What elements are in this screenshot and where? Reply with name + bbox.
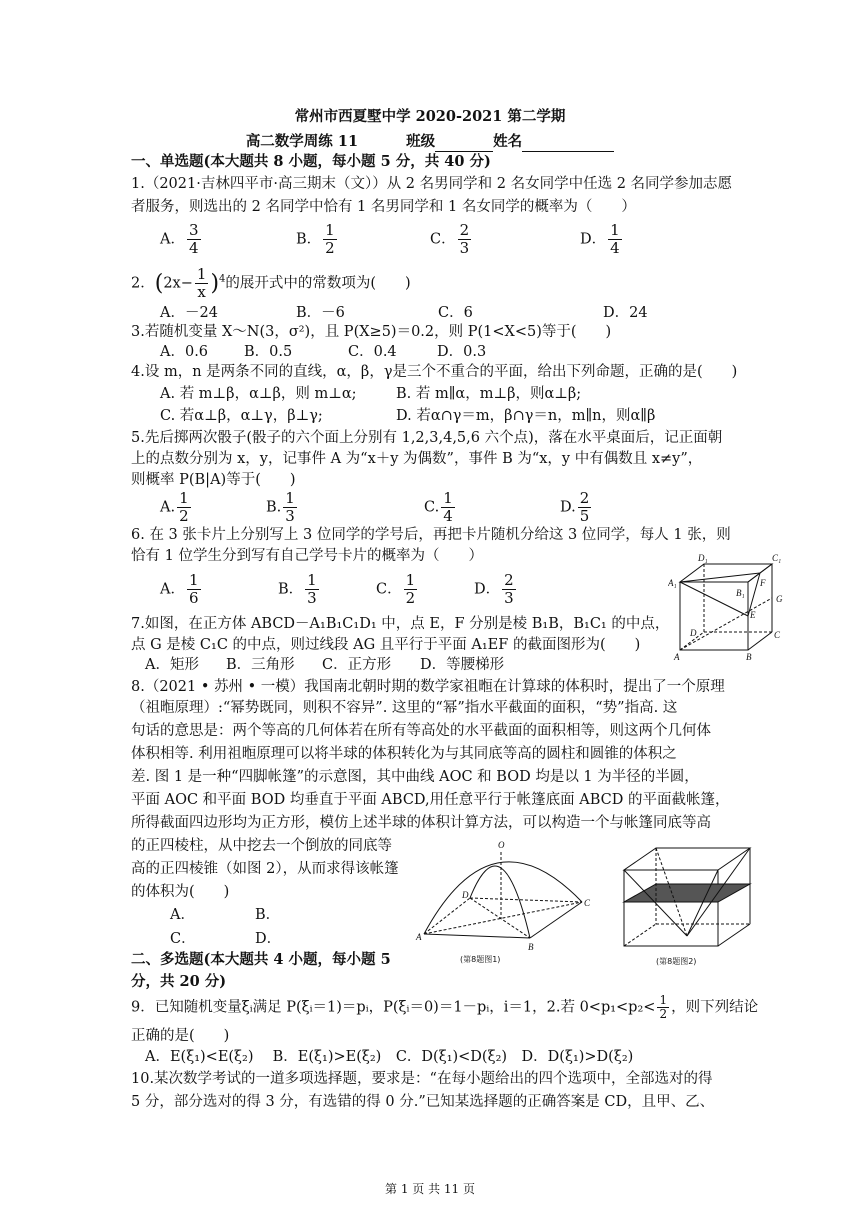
q4-stem: 4.设 m，n 是两条不同的直线，α，β，γ是三个不重合的平面，给出下列命题，正确的是( ) — [131, 364, 738, 380]
q5-option-a: A. $\frac{1}{2}$ — [160, 489, 189, 525]
label-o: O — [498, 840, 505, 850]
q8-line2: （祖暅原理）:“幂势既同，则积不容异”. 这里的“幂”指水平截面的面积，“势”指高. 这 — [131, 700, 678, 716]
prism-front-face — [624, 870, 718, 946]
label-a: A — [416, 932, 422, 942]
label-c1: C₁ — [772, 553, 782, 563]
q3-option-c: C．0.4 — [348, 344, 397, 360]
class-label: 班级 — [406, 133, 436, 150]
q1-option-c: C． $\frac{2}{3}$ — [430, 221, 470, 257]
q10-line1: 10.某次数学考试的一道多项选择题，要求是：“在每小题给出的四个选项中，全部选对的得 — [131, 1071, 713, 1087]
label-e: E — [750, 610, 756, 620]
q8-line3: 句话的意思是：两个等高的几何体若在所有等高处的水平截面的面积相等，则这两个几何体 — [131, 723, 711, 739]
q7-line1: 7.如图，在正方体 ABCD－A₁B₁C₁D₁ 中，点 E，F 分别是棱 B₁B，B₁C₁ 的中点， — [131, 616, 670, 632]
q2-option-b: B．－6 — [296, 305, 345, 321]
pyramid-edge-2 — [687, 870, 718, 936]
label-g: G — [776, 594, 783, 604]
q2-stem: 2．(2x− $\frac{1}{x}$ )$^4$的展开式中的常数项为( ) — [131, 265, 411, 301]
q7-option-d: D．等腰梯形 — [420, 657, 505, 673]
q2-option-a: A．－24 — [160, 305, 218, 321]
q8-line7: 所得截面四边形均为正方形，模仿上述半球的体积计算方法，可以构造一个与帐篷同底等高 — [131, 815, 711, 831]
q6-option-c: C． $\frac{1}{2}$ — [376, 571, 416, 607]
page-footer: 第 1 页 共 11 页 — [385, 1182, 475, 1196]
name-label: 姓名 — [493, 133, 523, 150]
label-f: F — [760, 578, 766, 588]
q8-line4: 体积相等. 利用祖暅原理可以将半球的体积转化为与其同底等高的圆柱和圆锥的体积之 — [131, 746, 677, 762]
cube-line-a1f — [680, 573, 760, 582]
section2-title-line2: 分，共 20 分) — [131, 973, 227, 990]
q6-line2: 恰有 1 位学生分到写有自己学号卡片的概率为（ ） — [131, 548, 483, 564]
q5-line3: 则概率 P(B|A)等于( ) — [131, 472, 296, 488]
q3-option-b: B．0.5 — [244, 344, 293, 360]
q8-option-a: A． — [170, 907, 195, 923]
exam-subtitle-line — [0, 131, 860, 152]
q1-option-a: A． $\frac{3}{4}$ — [160, 221, 199, 257]
prism-top-face — [624, 848, 750, 870]
q10-line2: 5 分，部分选对的得 3 分，有选错的得 0 分.”已知某选择题的正确答案是 CD，且甲、乙、 — [131, 1094, 715, 1110]
label-d: D — [462, 890, 469, 900]
section2-title-line1: 二、多选题(本大题共 4 小题，每小题 5 — [131, 951, 391, 968]
q3-option-d: D．0.3 — [437, 344, 487, 360]
class-blank[interactable] — [435, 131, 493, 152]
section1-title: 一、单选题(本大题共 8 小题，每小题 5 分，共 40 分) — [131, 153, 491, 170]
q1-option-d: D． $\frac{1}{4}$ — [580, 221, 620, 257]
q3-stem: 3.若随机变量 X～N(3，σ²)，且 P(X≥5)＝0.2，则 P(1<X<5)等于( ) — [131, 324, 612, 340]
q5-line1: 5.先后掷两次骰子(骰子的六个面上分别有 1,2,3,4,5,6 六个点)，落在水平桌面后，记正面朝 — [131, 430, 723, 446]
q9-options: A．E(ξ₁)<E(ξ₂) B．E(ξ₁)>E(ξ₂) C．D(ξ₁)<D(ξ₂) D．D(ξ₁)>D(ξ₂) — [145, 1049, 634, 1065]
q1-line2: 者服务，则选出的 2 名同学中恰有 1 名男同学和 1 名女同学的概率为（ ） — [131, 199, 636, 215]
q6-option-b: B． $\frac{1}{3}$ — [278, 571, 317, 607]
exam-title: 常州市西夏墅中学 2020-2021 第二学期 — [294, 108, 566, 125]
q8-option-c: C． — [170, 931, 196, 947]
q7-option-c: C．正方形 — [322, 657, 392, 673]
name-blank[interactable] — [522, 131, 614, 152]
label-a: A — [674, 652, 680, 662]
q1-option-b: B． $\frac{1}{2}$ — [296, 221, 335, 257]
label-d1: D₁ — [698, 553, 708, 563]
q5-option-d: D. $\frac{2}{5}$ — [560, 489, 590, 525]
exam-subtitle: 高二数学周练 11 — [245, 133, 359, 150]
tent-figure-1 — [412, 838, 612, 968]
q6-line1: 6. 在 3 张卡片上分别写上 3 位同学的学号后，再把卡片随机分给这 3 位同学，每人 1 张，则 — [131, 527, 731, 543]
q2-option-c: C．6 — [438, 305, 473, 321]
q4-option-d: D. 若α∩γ＝m，β∩γ＝n，m∥n，则α∥β — [396, 408, 656, 424]
q7-option-a: A．矩形 — [145, 657, 199, 673]
label-b1: B₁ — [736, 588, 745, 598]
q4-option-c: C. 若α⊥β，α⊥γ，β⊥γ; — [160, 408, 323, 424]
q3-option-a: A．0.6 — [160, 344, 209, 360]
edge-ab — [424, 934, 530, 938]
curve-aoc — [424, 862, 582, 934]
q5-option-b: B. $\frac{1}{3}$ — [266, 489, 295, 525]
q1-line1: 1.（2021·吉林四平市·高三期末（文））从 2 名男同学和 2 名女同学中任选 2 名同学参加志愿 — [131, 176, 733, 192]
cube-figure — [668, 552, 788, 662]
prism-figure-2 — [618, 840, 758, 970]
label-c: C — [774, 630, 781, 640]
label-b: B — [528, 942, 534, 952]
prism-edge-bottom-right — [718, 924, 750, 946]
q4-option-b: B. 若 m∥α，m⊥β，则α⊥β; — [396, 386, 582, 402]
q8-line6: 平面 AOC 和平面 BOD 均垂直于平面 ABCD,用任意平行于帐篷底面 ABCD 的平面截帐篷， — [131, 792, 730, 808]
q9-line2: 正确的是( ) — [131, 1028, 230, 1044]
q5-line2: 上的点数分别为 x，y，记事件 A 为“x＋y 为偶数”，事件 B 为“x，y 中有偶数且 x≠y”， — [131, 451, 703, 467]
q8-option-d: D． — [255, 931, 282, 947]
edge-dc — [470, 898, 582, 902]
q8-line8: 的正四棱柱，从中挖去一个倒放的同底等 — [131, 838, 392, 854]
prism-hidden-left — [624, 924, 656, 946]
q8-line10: 的体积为( ) — [131, 884, 230, 900]
q9-stem: 9．已知随机变量ξᵢ满足 P(ξᵢ＝1)＝pᵢ，P(ξᵢ＝0)＝1－pᵢ，i＝1，2.若 0<p₁<p₂< $\frac{1}{2}$ ，则下列结论 — [131, 993, 759, 1021]
edge-ad — [424, 898, 470, 934]
label-a1: A₁ — [668, 578, 677, 588]
q8-line5: 差. 图 1 是一种“四脚帐篷”的示意图，其中曲线 AOC 和 BOD 均是以 1 为半径的半圆， — [131, 769, 699, 785]
q2-option-d: D．24 — [603, 305, 648, 321]
edge-bc — [530, 902, 582, 938]
curve-bod — [470, 866, 530, 938]
q5-option-c: C. $\frac{1}{4}$ — [424, 489, 453, 525]
fig1-caption: (第8题图1) — [460, 955, 501, 964]
cube-edge-bc — [748, 632, 772, 650]
q7-line2: 点 G 是棱 C₁C 的中点，则过线段 AG 且平行于平面 A₁EF 的截面图形为( ) — [131, 637, 641, 653]
label-b: B — [746, 652, 752, 662]
q4-option-a: A. 若 m⊥β，α⊥β，则 m⊥α; — [160, 386, 357, 402]
q7-option-b: B．三角形 — [226, 657, 295, 673]
q8-line1: 8.（2021 • 苏州 • 一模）我国南北朝时期的数学家祖暅在计算球的体积时，提出了一个原理 — [131, 679, 725, 695]
q6-option-a: A． $\frac{1}{6}$ — [160, 571, 199, 607]
label-d: D — [690, 628, 697, 638]
label-c: C — [584, 898, 591, 908]
prism-cross-section — [624, 884, 750, 902]
q8-line9: 高的正四棱锥（如图 2），从而求得该帐篷 — [131, 861, 399, 877]
q8-option-b: B． — [255, 907, 281, 923]
q6-option-d: D． $\frac{2}{3}$ — [474, 571, 514, 607]
fig2-caption: (第8题图2) — [656, 957, 697, 966]
